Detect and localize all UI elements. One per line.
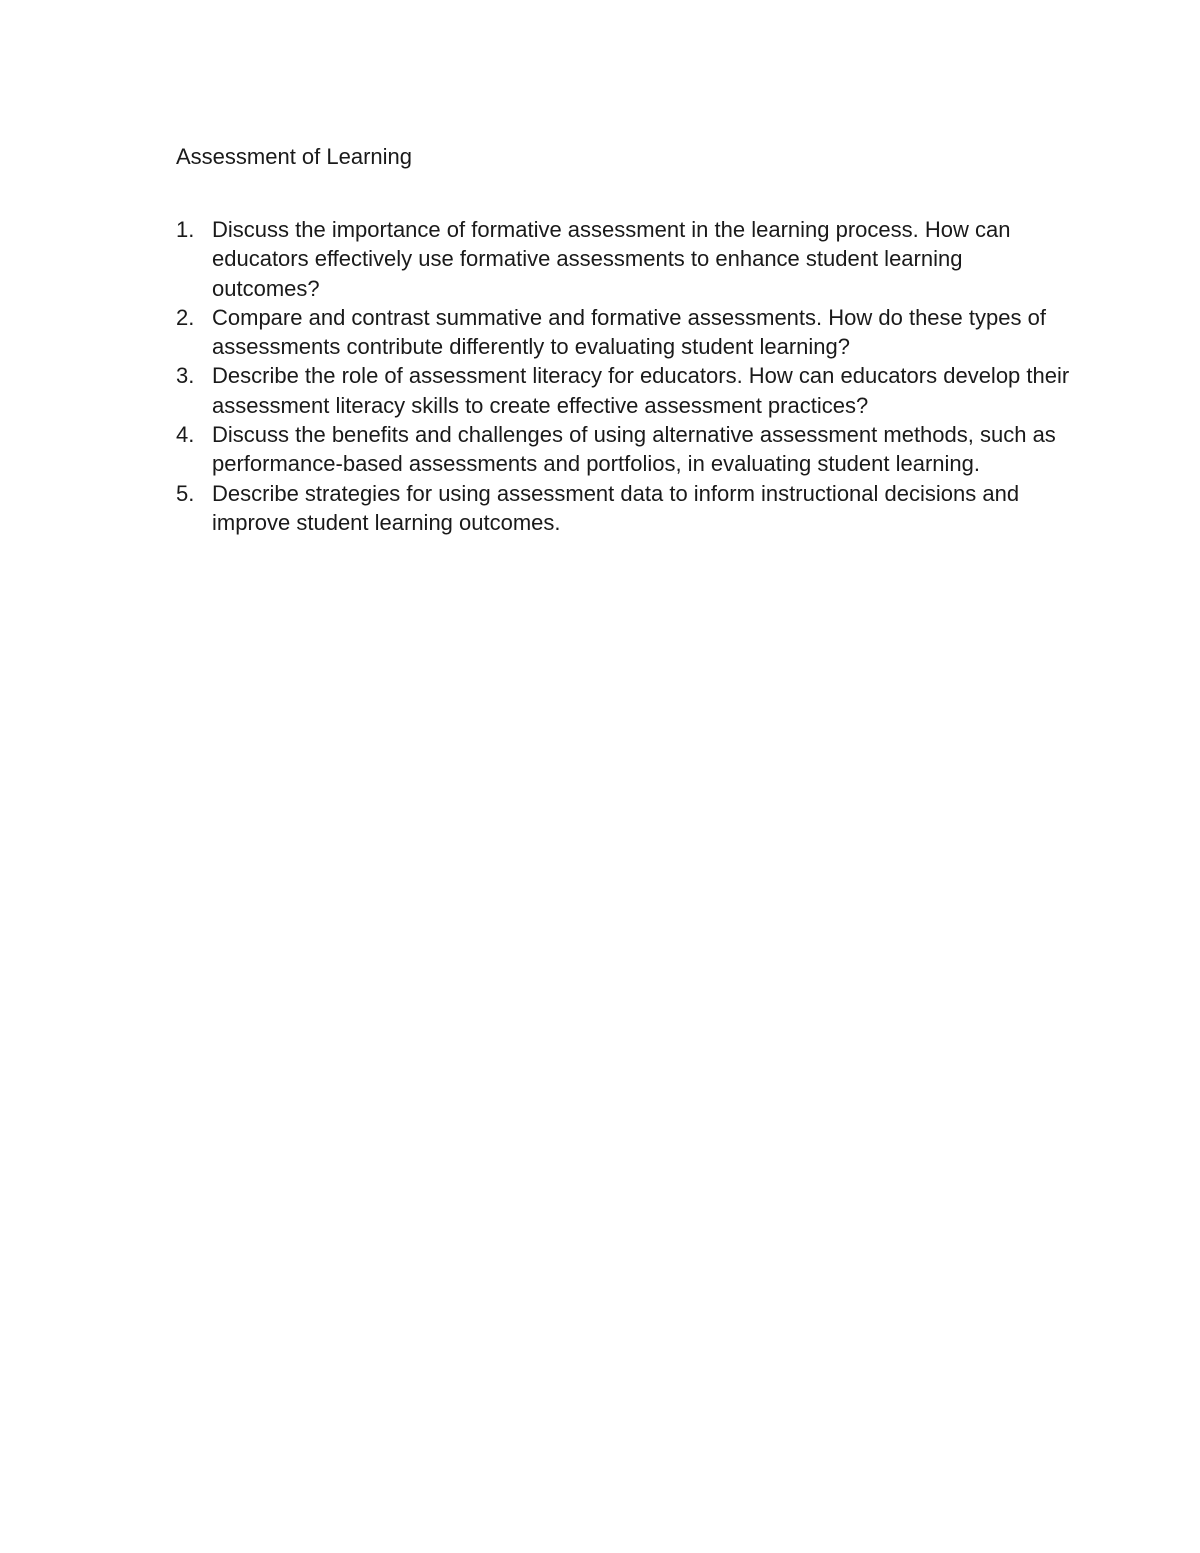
question-item-5 (176, 479, 1076, 538)
question-item-1 (176, 215, 1076, 303)
question-item-3 (176, 361, 1076, 420)
question-number: 4. (176, 422, 195, 448)
question-number: 3. (176, 363, 195, 389)
question-item-2 (176, 303, 1076, 362)
question-list (176, 215, 1076, 537)
question-item-4 (176, 420, 1076, 479)
question-text: Discuss the benefits and challenges of using alternative assessment methods, such as performance-based assessments and portfolios, in evaluating student learning. (212, 422, 1056, 477)
question-number: 2. (176, 304, 195, 330)
question-text: Describe strategies for using assessment data to inform instructional decisions and improve student learning outcomes. (212, 480, 1020, 535)
document-title: Assessment of Learning (176, 144, 413, 169)
question-text: Discuss the importance of formative assessment in the learning process. How can educators effectively use formative assessments to enhance student learning outcomes? (212, 217, 1011, 301)
question-text: Describe the role of assessment literacy for educators. How can educators develop their assessment literacy skills to create effective assessment practices? (212, 363, 1070, 418)
question-text: Compare and contrast summative and formative assessments. How do these types of assessments contribute differently to evaluating student learning? (212, 304, 1046, 360)
question-number: 1. (176, 217, 195, 242)
question-number: 5. (176, 480, 195, 506)
